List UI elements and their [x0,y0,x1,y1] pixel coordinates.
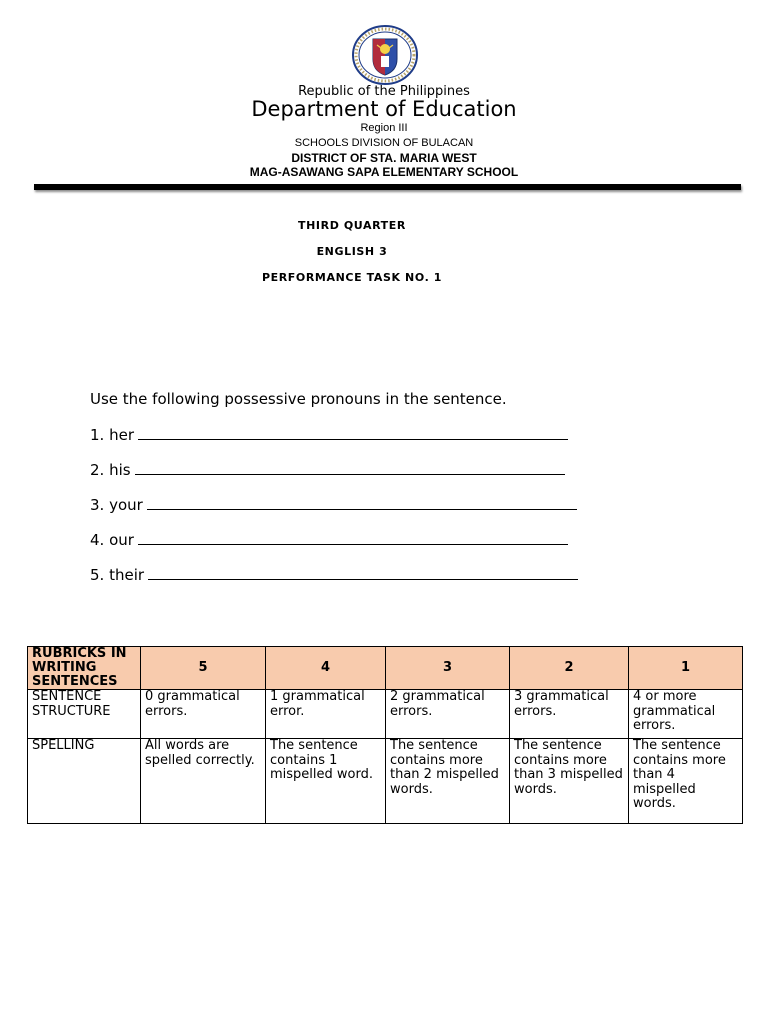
instruction-text: Use the following possessive pronouns in the sentence. [90,390,507,408]
rubric-cell: The sentence contains 1 mispelled word. [266,739,386,824]
rubric-header-row [28,647,743,690]
item-label: 5. their [90,566,145,584]
score-header: 3 [386,647,510,690]
item-label: 2. his [90,461,131,479]
republic-line: Republic of the Philippines [298,84,470,99]
score-header: 5 [141,647,266,690]
school-name: MAG-ASAWANG SAPA ELEMENTARY SCHOOL [249,165,519,179]
rubric-cell: The sentence contains more than 4 mispelled words. [629,739,743,824]
answer-item [90,460,565,479]
rubric-cell: All words are spelled correctly. [141,739,266,824]
answer-blank[interactable] [135,460,565,475]
rubric-table [27,646,743,824]
rubric-cell: 2 grammatical errors. [386,690,510,739]
rubric-cell: The sentence contains more than 2 mispelled words. [386,739,510,824]
answer-item [90,425,568,444]
answer-item [90,495,577,514]
region-line: Region III [360,122,408,134]
item-label: 1. her [90,426,134,444]
table-row [28,690,743,739]
criterion-cell: SENTENCE STRUCTURE [28,690,141,739]
answer-blank[interactable] [138,530,568,545]
rubric-cell: 0 grammatical errors. [141,690,266,739]
rubric-cell: The sentence contains more than 3 mispelled words. [510,739,629,824]
answer-item [90,530,568,549]
rubric-cell: 4 or more grammatical errors. [629,690,743,739]
item-label: 3. your [90,496,143,514]
answer-item [90,565,578,584]
item-label: 4. our [90,531,134,549]
subject-title: ENGLISH 3 [316,245,388,258]
rubric-cell: 1 grammatical error. [266,690,386,739]
header-divider [34,184,741,190]
quarter-title: THIRD QUARTER [298,219,406,232]
district-line: DISTRICT OF STA. MARIA WEST [291,151,477,165]
answer-blank[interactable] [138,425,568,440]
task-title: PERFORMANCE TASK NO. 1 [261,271,443,284]
rubric-title-cell: RUBRICKS IN WRITING SENTENCES [28,647,141,690]
table-row [28,739,743,824]
score-header: 4 [266,647,386,690]
answer-blank[interactable] [147,495,577,510]
department-title: Department of Education [251,97,517,121]
answer-blank[interactable] [148,565,578,580]
score-header: 1 [629,647,743,690]
deped-seal-logo [351,25,419,85]
division-line: SCHOOLS DIVISION OF BULACAN [294,137,474,149]
criterion-cell: SPELLING [28,739,141,824]
rubric-cell: 3 grammatical errors. [510,690,629,739]
score-header: 2 [510,647,629,690]
